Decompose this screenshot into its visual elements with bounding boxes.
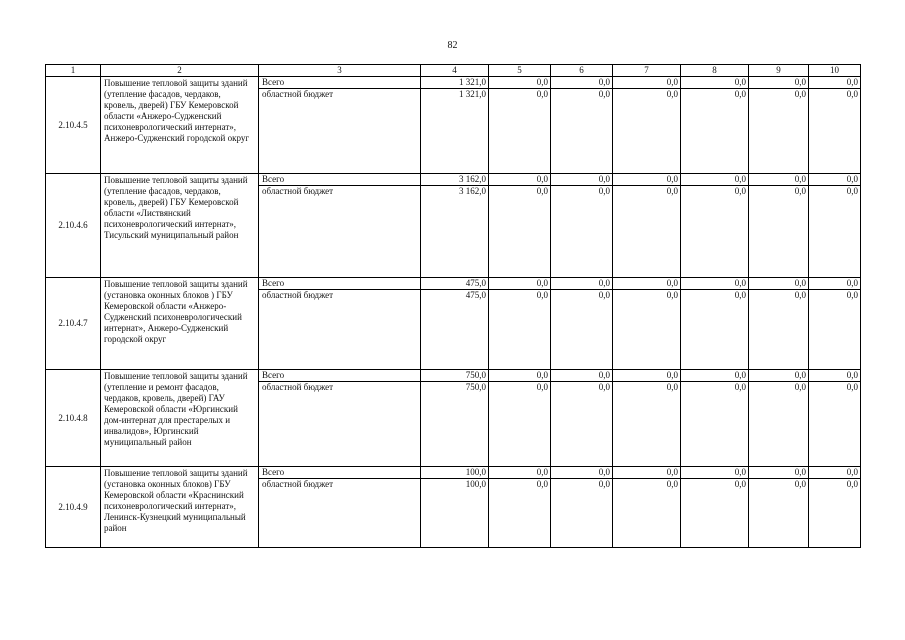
budget-table [45, 64, 861, 548]
table-body [46, 77, 861, 548]
amount-cell: 0,0 [749, 89, 809, 174]
amount-cell: 0,0 [613, 77, 681, 89]
amount-cell: 0,0 [749, 290, 809, 370]
amount-cell: 0,0 [681, 382, 749, 467]
amount-cell: 0,0 [749, 77, 809, 89]
amount-cell: 0,0 [809, 370, 861, 382]
column-header: 9 [749, 65, 809, 77]
table-row [46, 370, 861, 382]
amount-cell: 0,0 [551, 467, 613, 479]
column-header: 4 [421, 65, 489, 77]
amount-cell: 3 162,0 [421, 186, 489, 278]
amount-cell: 0,0 [489, 290, 551, 370]
amount-cell: 0,0 [749, 382, 809, 467]
funding-source: областной бюджет [259, 186, 421, 278]
amount-cell: 0,0 [809, 278, 861, 290]
amount-cell: 0,0 [681, 278, 749, 290]
funding-source: Всего [259, 77, 421, 89]
amount-cell: 0,0 [613, 370, 681, 382]
amount-cell: 0,0 [681, 467, 749, 479]
amount-cell: 0,0 [809, 89, 861, 174]
amount-cell: 0,0 [681, 290, 749, 370]
amount-cell: 1 321,0 [421, 89, 489, 174]
amount-cell: 0,0 [809, 290, 861, 370]
record-code: 2.10.4.9 [46, 467, 101, 548]
amount-cell: 0,0 [489, 467, 551, 479]
amount-cell: 475,0 [421, 290, 489, 370]
amount-cell: 0,0 [749, 186, 809, 278]
amount-cell: 0,0 [613, 382, 681, 467]
amount-cell: 0,0 [551, 186, 613, 278]
amount-cell: 0,0 [613, 479, 681, 548]
record-description: Повышение тепловой защиты зданий (утепление и ремонт фасадов, чердаков, кровель, дверей) ГАУ Кемеровской области «Юргинский дом-интернат для престарелых и инвалидов», Юргинский муниципальный район [101, 370, 259, 467]
amount-cell: 0,0 [551, 89, 613, 174]
amount-cell: 0,0 [809, 174, 861, 186]
amount-cell: 0,0 [681, 89, 749, 174]
record-description: Повышение тепловой защиты зданий (утепление фасадов, чердаков, кровель, дверей) ГБУ Кемеровской области «Листвянский психоневрологический интернат», Тисульский муниципальный район [101, 174, 259, 278]
record-code: 2.10.4.8 [46, 370, 101, 467]
amount-cell: 0,0 [551, 290, 613, 370]
amount-cell: 0,0 [749, 174, 809, 186]
amount-cell: 0,0 [749, 467, 809, 479]
column-header: 5 [489, 65, 551, 77]
amount-cell: 100,0 [421, 467, 489, 479]
amount-cell: 0,0 [489, 370, 551, 382]
amount-cell: 0,0 [551, 77, 613, 89]
table-row [46, 77, 861, 89]
funding-source: Всего [259, 370, 421, 382]
table-row [46, 467, 861, 479]
amount-cell: 100,0 [421, 479, 489, 548]
column-header: 1 [46, 65, 101, 77]
amount-cell: 0,0 [613, 89, 681, 174]
amount-cell: 750,0 [421, 382, 489, 467]
amount-cell: 0,0 [749, 370, 809, 382]
funding-source: областной бюджет [259, 479, 421, 548]
table-row [46, 278, 861, 290]
funding-source: Всего [259, 467, 421, 479]
amount-cell: 0,0 [681, 77, 749, 89]
page-number: 82 [447, 40, 458, 51]
column-header: 6 [551, 65, 613, 77]
column-header: 8 [681, 65, 749, 77]
amount-cell: 0,0 [551, 479, 613, 548]
amount-cell: 0,0 [551, 278, 613, 290]
column-header: 7 [613, 65, 681, 77]
record-code: 2.10.4.5 [46, 77, 101, 174]
table-row [46, 174, 861, 186]
record-description: Повышение тепловой защиты зданий (установка оконных блоков ) ГБУ Кемеровской области «Анжеро-Судженский психоневрологический интернат», Анжеро-Судженский городской округ [101, 278, 259, 370]
amount-cell: 3 162,0 [421, 174, 489, 186]
funding-source: Всего [259, 278, 421, 290]
amount-cell: 0,0 [489, 77, 551, 89]
record-description: Повышение тепловой защиты зданий (установка оконных блоков) ГБУ Кемеровской области «Краснинский психоневрологический интернат», Ленинск-Кузнецкий муниципальный район [101, 467, 259, 548]
amount-cell: 0,0 [809, 479, 861, 548]
amount-cell: 0,0 [551, 382, 613, 467]
amount-cell: 0,0 [809, 77, 861, 89]
amount-cell: 0,0 [489, 186, 551, 278]
table-header [46, 65, 861, 77]
amount-cell: 0,0 [681, 186, 749, 278]
funding-source: Всего [259, 174, 421, 186]
amount-cell: 0,0 [551, 370, 613, 382]
amount-cell: 0,0 [489, 174, 551, 186]
amount-cell: 0,0 [749, 278, 809, 290]
column-header: 3 [259, 65, 421, 77]
amount-cell: 0,0 [749, 479, 809, 548]
funding-source: областной бюджет [259, 290, 421, 370]
amount-cell: 0,0 [613, 467, 681, 479]
amount-cell: 0,0 [613, 278, 681, 290]
amount-cell: 0,0 [489, 382, 551, 467]
amount-cell: 0,0 [613, 174, 681, 186]
record-code: 2.10.4.6 [46, 174, 101, 278]
amount-cell: 0,0 [681, 370, 749, 382]
column-header: 10 [809, 65, 861, 77]
amount-cell: 0,0 [613, 186, 681, 278]
amount-cell: 0,0 [809, 382, 861, 467]
amount-cell: 0,0 [681, 479, 749, 548]
column-header: 2 [101, 65, 259, 77]
amount-cell: 0,0 [551, 174, 613, 186]
header-row [46, 65, 861, 77]
amount-cell: 750,0 [421, 370, 489, 382]
amount-cell: 0,0 [681, 174, 749, 186]
funding-source: областной бюджет [259, 89, 421, 174]
amount-cell: 475,0 [421, 278, 489, 290]
record-code: 2.10.4.7 [46, 278, 101, 370]
amount-cell: 0,0 [489, 479, 551, 548]
amount-cell: 0,0 [613, 290, 681, 370]
amount-cell: 1 321,0 [421, 77, 489, 89]
record-description: Повышение тепловой защиты зданий (утепление фасадов, чердаков, кровель, дверей) ГБУ Кемеровской области «Анжеро-Судженский психоневрологический интернат», Анжеро-Судженский городской округ [101, 77, 259, 174]
amount-cell: 0,0 [489, 278, 551, 290]
amount-cell: 0,0 [489, 89, 551, 174]
amount-cell: 0,0 [809, 467, 861, 479]
funding-source: областной бюджет [259, 382, 421, 467]
amount-cell: 0,0 [809, 186, 861, 278]
